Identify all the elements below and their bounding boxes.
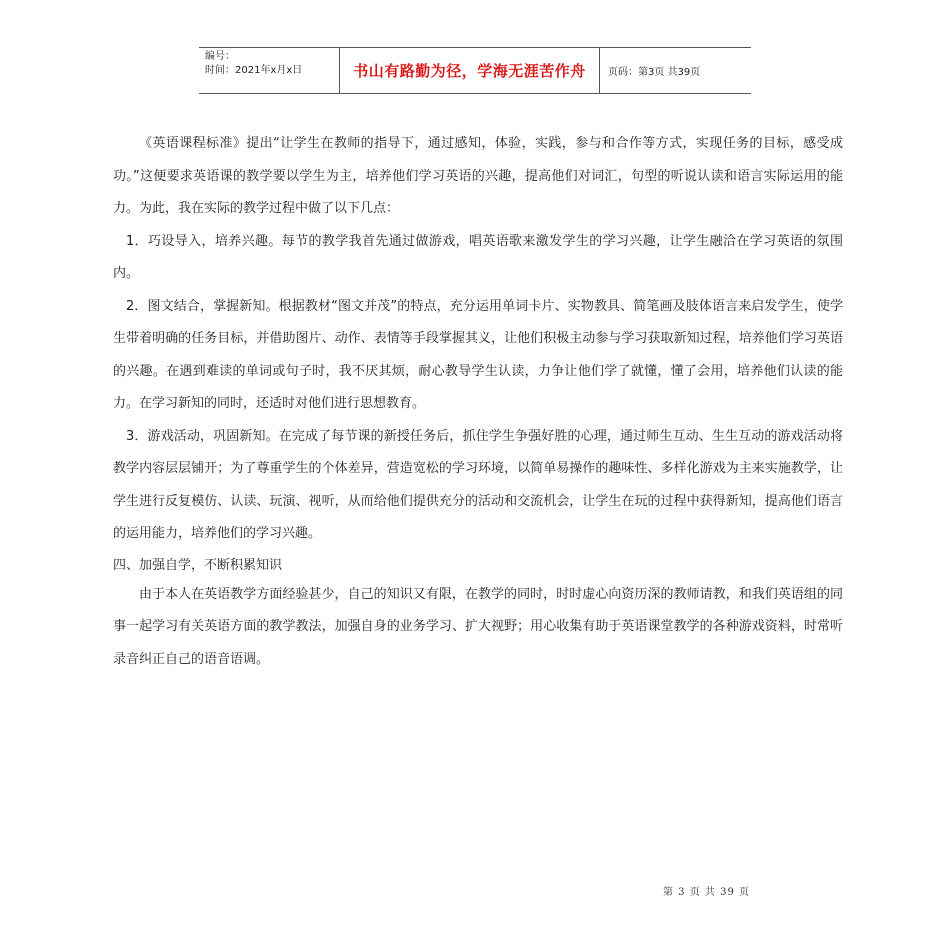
paragraph-point-3: 3．游戏活动，巩固新知。在完成了每节课的新授任务后，抓住学生争强好胜的心理，通过师生互动、生生互动的游戏活动将教学内容层层铺开；为了尊重学生的个体差异，营造宽松的学习环境，以简单易操作的趣味性、多样化游戏为主来实施教学，让学生进行反复模仿、认读、玩演、视听，从而给他们提供充分的活动和交流机会，让学生在玩的过程中获得新知，提高他们语言的运用能力，培养他们的学习兴趣。 xyxy=(113,428,843,541)
document-body xyxy=(113,128,843,676)
page-header xyxy=(199,47,751,94)
header-motto: 书山有路勤为径，学海无涯苦作舟 xyxy=(340,48,600,93)
doc-number-label: 编号： xyxy=(205,51,235,62)
paragraph-point-1: 1．巧设导入，培养兴趣。每节的教学我首先通过做游戏，唱英语歌来激发学生的学习兴趣，让学生融洽在学习英语的氛围内。 xyxy=(113,233,843,281)
section-heading: 四、加强自学，不断积累知识 xyxy=(113,557,283,573)
paragraph-self-study: 由于本人在英语教学方面经验甚少，自己的知识又有限，在教学的同时，时时虚心向资历深的教师请教，和我们英语组的同事一起学习有关英语方面的教学教法，加强自身的业务学习、扩大视野；用心收集有助于英语课堂教学的各种游戏资料，时常听录音纠正自己的语音语调。 xyxy=(113,586,843,667)
header-meta xyxy=(199,48,340,93)
page-footer: 第 3 页 共 39 页 xyxy=(663,887,750,898)
paragraph-intro: 《英语课程标准》提出“让学生在教师的指导下，通过感知，体验，实践，参与和合作等方式，实现任务的目标，感受成功。”这便要求英语课的教学要以学生为主，培养他们学习英语的兴趣，提高他们对词汇，句型的听说认读和语言实际运用的能力。为此，我在实际的教学过程中做了以下几点： xyxy=(113,136,843,216)
header-page-info: 页码：第3页 共39页 xyxy=(608,67,701,78)
doc-time-label: 时间：2021年x月x日 xyxy=(205,65,303,76)
paragraph-point-2: 2．图文结合，掌握新知。根据教材“图文并茂”的特点，充分运用单词卡片、实物教具、简笔画及肢体语言来启发学生，使学生带着明确的任务目标，并借助图片、动作、表情等手段掌握其义，让他们积极主动参与学习获取新知过程，培养他们学习英语的兴趣。在遇到难读的单词或句子时，我不厌其烦，耐心教导学生认读，力争让他们学了就懂，懂了会用，培养他们认读的能力。在学习新知的同时，还适时对他们进行思想教育。 xyxy=(113,298,843,411)
